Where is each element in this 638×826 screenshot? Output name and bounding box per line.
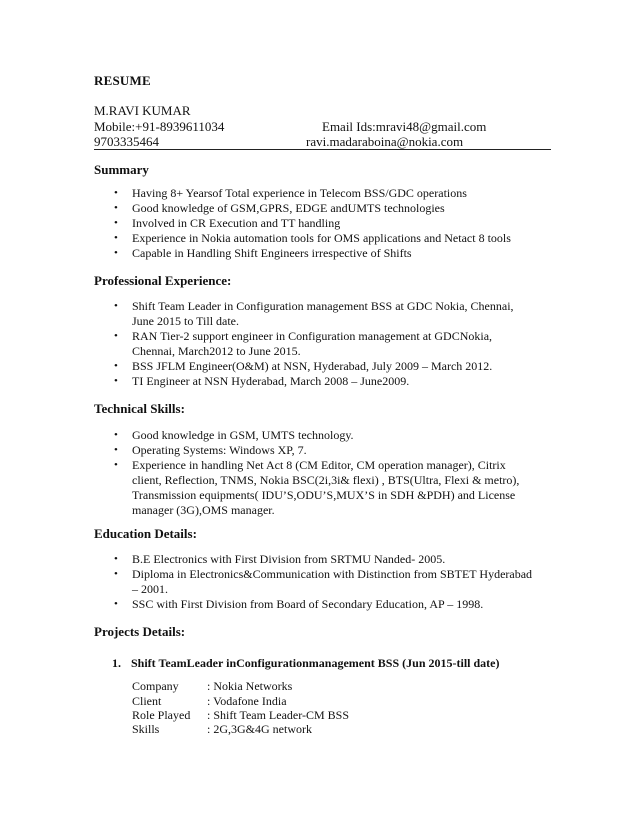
education-list bbox=[94, 552, 534, 612]
header-divider bbox=[94, 149, 551, 150]
role-value: : Shift Team Leader-CM BSS bbox=[207, 708, 350, 722]
company-value: : Nokia Networks bbox=[207, 679, 293, 693]
primary-email: Email Ids:mravi48@gmail.com bbox=[322, 119, 487, 134]
education-heading: Education Details: bbox=[94, 526, 197, 541]
project-skills-row bbox=[132, 722, 312, 737]
project-number: 1. bbox=[112, 656, 121, 670]
secondary-email: ravi.madaraboina@nokia.com bbox=[306, 134, 464, 149]
list-item: • Involved in CR Execution and TT handling bbox=[94, 216, 534, 231]
list-item: • Operating Systems: Windows XP, 7. bbox=[94, 443, 534, 458]
project-role-row bbox=[132, 708, 349, 723]
company-label: Company bbox=[132, 679, 179, 693]
list-item: • Shift Team Leader in Configuration management BSS at GDC Nokia, Chennai, June 2015 to Till date. bbox=[94, 299, 534, 329]
list-item: • BSS JFLM Engineer(O&M) at NSN, Hyderabad, July 2009 – March 2012. bbox=[94, 359, 534, 374]
candidate-name: M.RAVI KUMAR bbox=[94, 103, 191, 118]
summary-heading: Summary bbox=[94, 162, 149, 177]
skills-value: : 2G,3G&4G network bbox=[207, 722, 312, 736]
resume-title: RESUME bbox=[94, 73, 151, 88]
list-item: • Good knowledge in GSM, UMTS technology. bbox=[94, 428, 534, 443]
mobile-number: Mobile:+91-8939611034 bbox=[94, 119, 225, 134]
list-item: • Experience in handling Net Act 8 (CM Editor, CM operation manager), Citrix client, Reflection, TNMS, Nokia BSC(2i,3i& flexi) , BTS(Ultra, Flexi & metro), Transmission equipments( IDU’S,ODU’S,MUX’S in SDH &PDH) and License manager (3G),OMS manager. bbox=[94, 458, 534, 518]
list-item: • TI Engineer at NSN Hyderabad, March 2008 – June2009. bbox=[94, 374, 534, 389]
experience-heading: Professional Experience: bbox=[94, 273, 232, 288]
skills-heading: Technical Skills: bbox=[94, 401, 185, 416]
list-item: • Diploma in Electronics&Communication with Distinction from SBTET Hyderabad – 2001. bbox=[94, 567, 534, 597]
projects-heading: Projects Details: bbox=[94, 624, 186, 639]
project-company-row bbox=[132, 679, 292, 694]
secondary-phone: 9703335464 bbox=[94, 134, 159, 149]
role-label: Role Played bbox=[132, 708, 191, 722]
project-title bbox=[112, 656, 499, 671]
list-item: • Capable in Handling Shift Engineers irrespective of Shifts bbox=[94, 246, 534, 261]
list-item: • Having 8+ Yearsof Total experience in Telecom BSS/GDC operations bbox=[94, 186, 534, 201]
client-label: Client bbox=[132, 694, 162, 708]
summary-list bbox=[94, 186, 534, 261]
list-item: • RAN Tier-2 support engineer in Configuration management at GDCNokia, Chennai, March2012 to June 2015. bbox=[94, 329, 534, 359]
project-client-row bbox=[132, 694, 287, 709]
list-item: • B.E Electronics with First Division from SRTMU Nanded- 2005. bbox=[94, 552, 534, 567]
experience-list bbox=[94, 299, 534, 389]
skills-list bbox=[94, 428, 534, 518]
list-item: • SSC with First Division from Board of Secondary Education, AP – 1998. bbox=[94, 597, 534, 612]
list-item: • Good knowledge of GSM,GPRS, EDGE andUMTS technologies bbox=[94, 201, 534, 216]
project-title-text: Shift TeamLeader inConfigurationmanagement BSS (Jun 2015-till date) bbox=[131, 656, 500, 670]
skills-label: Skills bbox=[132, 722, 160, 736]
list-item: • Experience in Nokia automation tools for OMS applications and Netact 8 tools bbox=[94, 231, 534, 246]
client-value: : Vodafone India bbox=[207, 694, 287, 708]
